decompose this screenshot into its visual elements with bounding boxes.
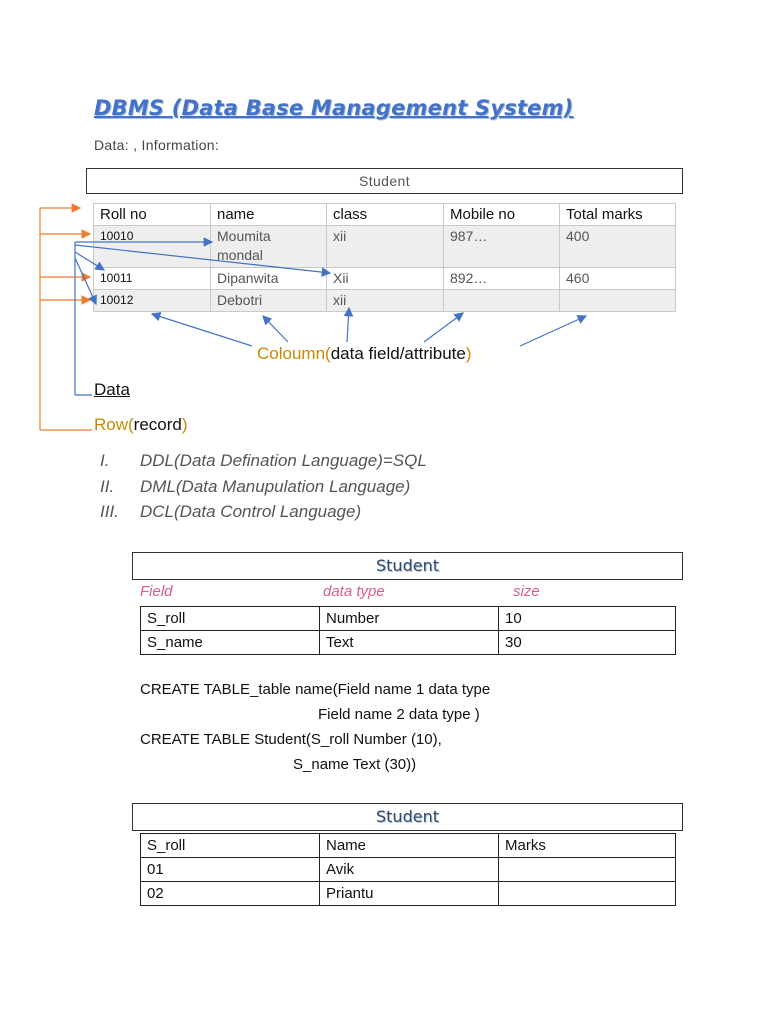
column-caption: [257, 344, 472, 364]
language-list: [100, 451, 427, 528]
list-text: DDL(Data Defination Language)=SQL: [140, 451, 427, 470]
table-row: [141, 858, 676, 882]
table-row: [94, 290, 676, 312]
table-cell: 400: [560, 226, 676, 268]
table-cell: Moumita mondal: [211, 226, 327, 268]
table2-title: Student: [132, 552, 683, 580]
column-arrows: [152, 308, 586, 346]
list-number: I.: [100, 451, 110, 470]
data-information-line: Data: , Information:: [94, 137, 220, 153]
table-cell: 01: [141, 858, 320, 882]
page-title: DBMS (Data Base Management System): [94, 96, 574, 120]
table-cell: 987…: [444, 226, 560, 268]
table-row: [141, 882, 676, 906]
table-cell: 10: [499, 607, 676, 631]
field-header: data type: [323, 583, 385, 600]
table1-title: Student: [86, 168, 683, 194]
column-caption-inner: data field/attribute: [330, 344, 466, 363]
row-caption-suffix: ): [181, 415, 188, 434]
field-header: Field: [140, 583, 173, 600]
table-cell: 460: [560, 268, 676, 290]
table-cell: Dipanwita: [211, 268, 327, 290]
list-text: DML(Data Manupulation Language): [140, 476, 411, 496]
list-number: III.: [100, 502, 119, 521]
header-cell: name: [211, 204, 327, 226]
student-records-table: [93, 203, 676, 312]
table-cell: 892…: [444, 268, 560, 290]
row-bracket: [40, 208, 92, 430]
data-label: Data: [94, 380, 130, 399]
table-cell: xii: [327, 226, 444, 268]
table-cell: Text: [320, 631, 499, 655]
table-cell: 10010: [94, 226, 211, 268]
sql-line: CREATE TABLE_table name(Field name 1 data type: [140, 681, 491, 698]
header-cell: Marks: [499, 834, 676, 858]
field-definition-table: [140, 606, 676, 655]
list-item: [100, 451, 427, 477]
field-header: size: [513, 583, 540, 600]
table-cell: Xii: [327, 268, 444, 290]
table-header-row: [141, 834, 676, 858]
table-cell: Number: [320, 607, 499, 631]
table-row: [141, 607, 676, 631]
header-cell: Mobile no: [444, 204, 560, 226]
list-number: II.: [100, 476, 115, 496]
table-cell: xii: [327, 290, 444, 312]
table-row: [94, 268, 676, 290]
header-cell: S_roll: [141, 834, 320, 858]
sql-line: Field name 2 data type ): [318, 706, 480, 723]
table-cell: [560, 290, 676, 312]
table3-title: Student: [132, 803, 683, 831]
sql-line: S_name Text (30)): [293, 756, 417, 773]
table-cell: S_roll: [141, 607, 320, 631]
table-cell: Avik: [320, 858, 499, 882]
table-cell: S_name: [141, 631, 320, 655]
sql-line: CREATE TABLE Student(S_roll Number (10),: [140, 731, 442, 748]
table-cell: [499, 882, 676, 906]
column-caption-suffix: ): [465, 344, 472, 363]
table-cell: 10012: [94, 290, 211, 312]
row-caption: [94, 415, 188, 435]
table-cell: 30: [499, 631, 676, 655]
header-cell: Total marks: [560, 204, 676, 226]
row-caption-prefix: Row(: [94, 415, 134, 434]
table-row: [141, 631, 676, 655]
table-cell: 10011: [94, 268, 211, 290]
row-caption-inner: record: [133, 415, 182, 434]
header-cell: Roll no: [94, 204, 211, 226]
column-caption-prefix: Coloumn(: [257, 344, 331, 363]
table-cell: Debotri: [211, 290, 327, 312]
table-row: [94, 226, 676, 268]
table-cell: Priantu: [320, 882, 499, 906]
list-text: DCL(Data Control Language): [140, 502, 362, 521]
list-item: [100, 502, 427, 528]
header-cell: Name: [320, 834, 499, 858]
header-cell: class: [327, 204, 444, 226]
field-headers: [140, 583, 675, 605]
table-header-row: [94, 204, 676, 226]
table-cell: [499, 858, 676, 882]
list-item: [100, 477, 427, 503]
table-cell: 02: [141, 882, 320, 906]
table-cell: [444, 290, 560, 312]
student-marks-table: [140, 833, 676, 906]
